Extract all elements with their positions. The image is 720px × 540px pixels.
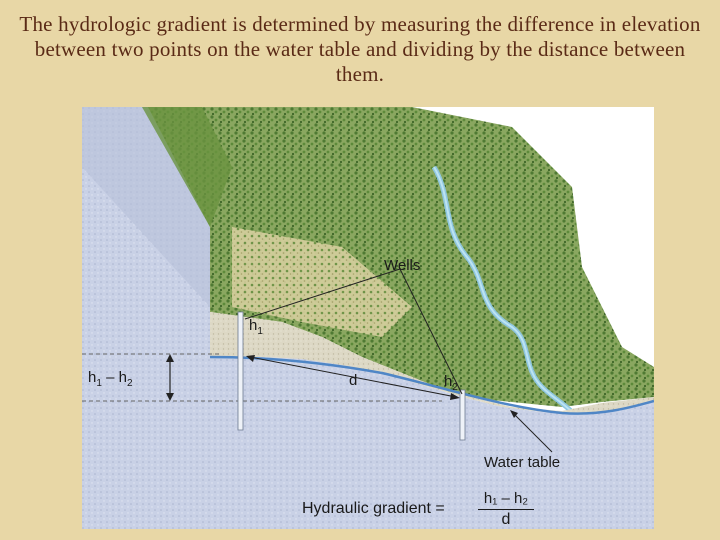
- formula-fraction: [478, 490, 534, 529]
- formula-text: Hydraulic gradient =: [302, 500, 445, 517]
- well-2: [460, 390, 465, 440]
- slide-title: The hydrologic gradient is determined by measuring the difference in elevation between two points on the water table and dividing by the distance between them.: [19, 12, 701, 86]
- hydraulic-gradient-diagram: [82, 107, 654, 529]
- h2-label: $h_2$: [444, 373, 458, 393]
- h1-minus-h2-label: $h_1 - h_2$: [88, 369, 133, 389]
- water-table-label: Water table: [484, 454, 561, 471]
- formula-denominator: d: [501, 511, 511, 528]
- wells-label: Wells: [384, 257, 421, 274]
- distance-label: d: [349, 372, 358, 389]
- well-1: [238, 312, 243, 430]
- formula-numerator: h₁ – h₂: [478, 490, 534, 510]
- h1-label: $h_1$: [249, 317, 263, 337]
- block-diagram-illustration: [82, 107, 654, 529]
